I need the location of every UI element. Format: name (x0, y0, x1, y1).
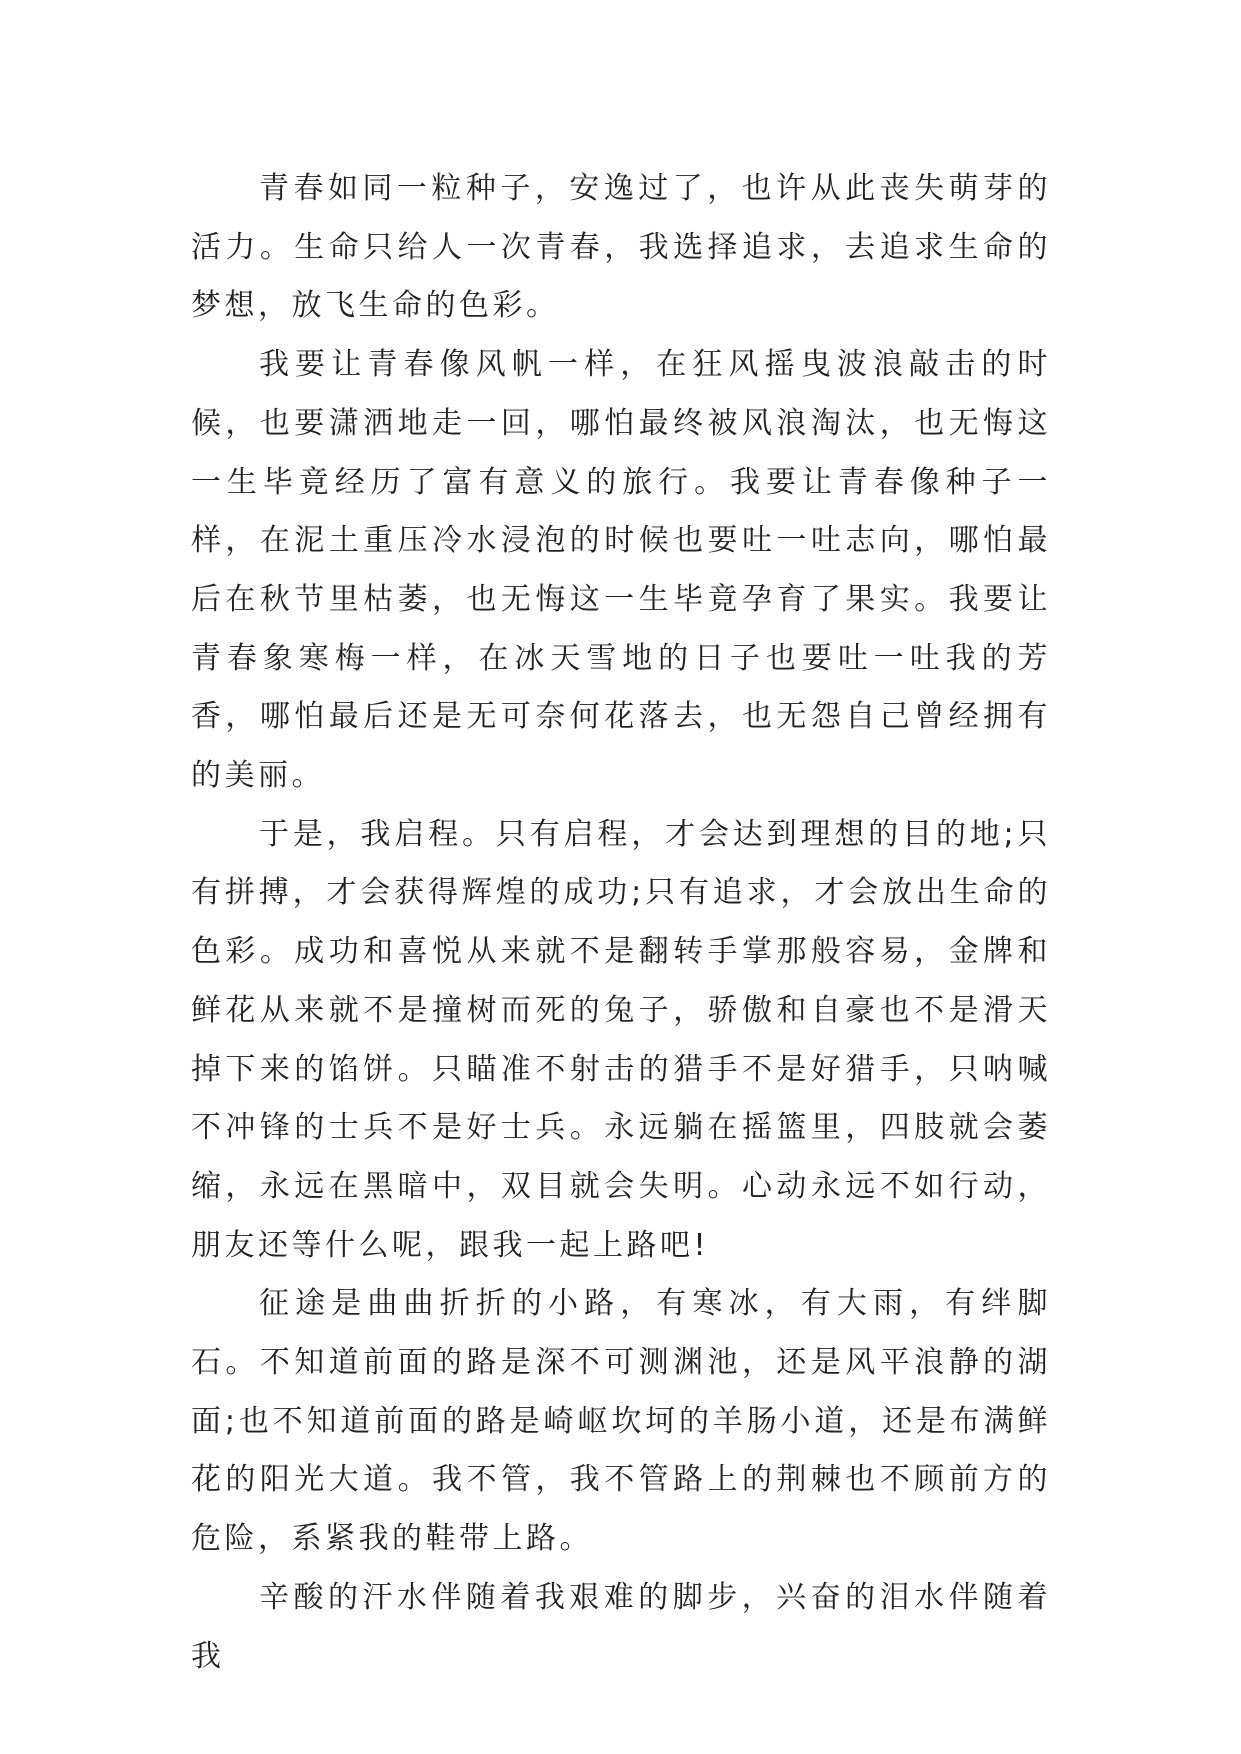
paragraph-2: 我要让青春像风帆一样，在狂风摇曳波浪敲击的时候，也要潇洒地走一回，哪怕最终被风浪淘汰，也无悔这一生毕竟经历了富有意义的旅行。我要让青春像种子一样，在泥土重压冷水浸泡的时候也要吐一吐志向，哪怕最后在秋节里枯萎，也无悔这一生毕竟孕育了果实。我要让青春象寒梅一样，在冰天雪地的日子也要吐一吐我的芳香，哪怕最后还是无可奈何花落去，也无怨自己曾经拥有的美丽。 (191, 347, 1051, 794)
document-body (191, 160, 1051, 1686)
paragraph-1: 青春如同一粒种子，安逸过了，也许从此丧失萌芽的活力。生命只给人一次青春，我选择追求，去追求生命的梦想，放飞生命的色彩。 (191, 171, 1051, 324)
paragraph-3: 于是，我启程。只有启程，才会达到理想的目的地;只有拼搏，才会获得辉煌的成功;只有追求，才会放出生命的色彩。成功和喜悦从来就不是翻转手掌那般容易，金牌和鲜花从来就不是撞树而死的兔子，骄傲和自豪也不是滑天掉下来的馅饼。只瞄准不射击的猎手不是好猎手，只呐喊不冲锋的士兵不是好士兵。永远躺在摇篮里，四肢就会萎缩，永远在黑暗中，双目就会失明。心动永远不如行动，朋友还等什么呢，跟我一起上路吧! (191, 816, 1051, 1263)
paragraph-4: 征途是曲曲折折的小路，有寒冰，有大雨，有绊脚石。不知道前面的路是深不可测渊池，还是风平浪静的湖面;也不知道前面的路是崎岖坎坷的羊肠小道，还是布满鲜花的阳光大道。我不管，我不管路上的荆棘也不顾前方的危险，系紧我的鞋带上路。 (191, 1286, 1051, 1557)
paragraph-5: 辛酸的汗水伴随着我艰难的脚步，兴奋的泪水伴随着我 (191, 1579, 1051, 1674)
